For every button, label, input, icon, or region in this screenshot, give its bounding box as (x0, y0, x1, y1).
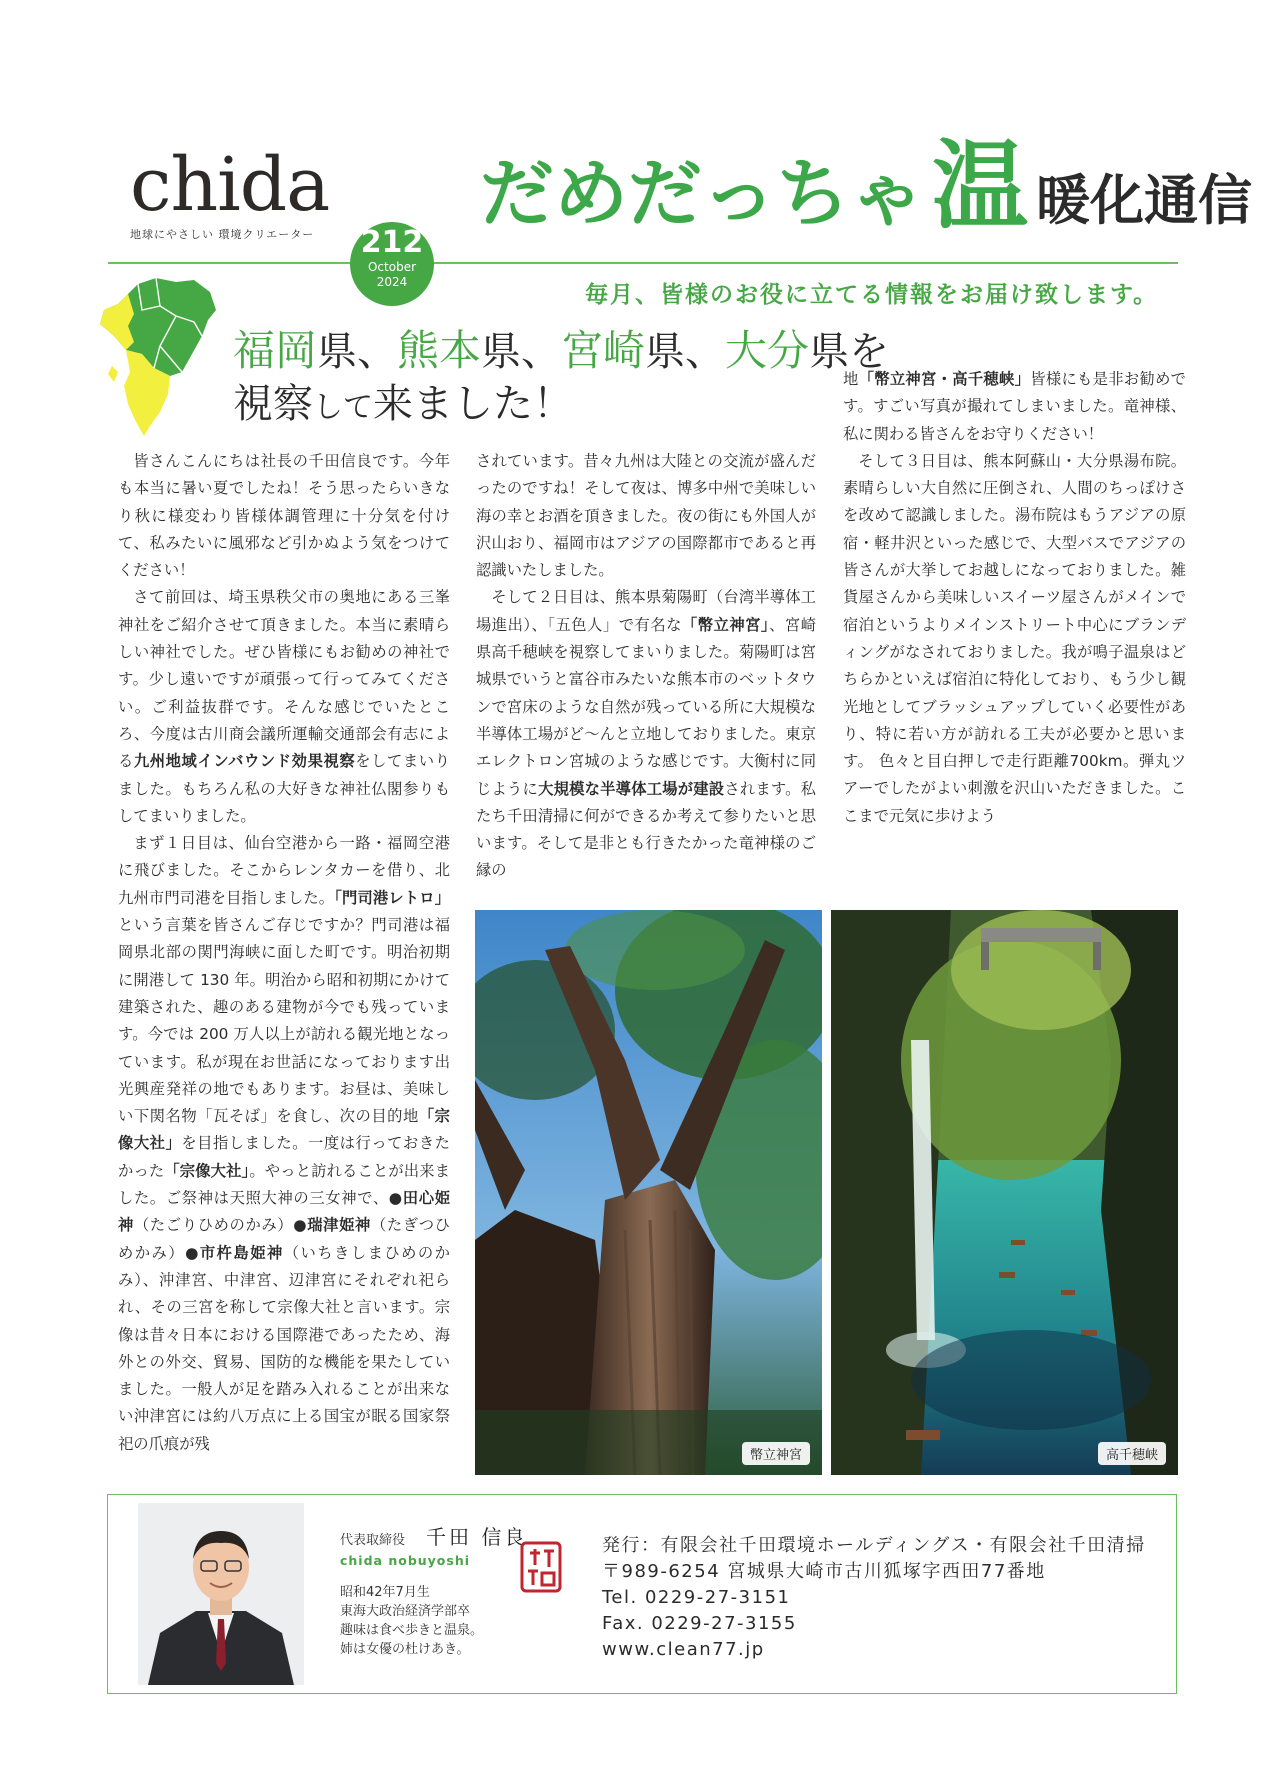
text-run: をしてまいりました。もちろん私の大好きな神社仏閣参りもしてまいりました。 (118, 752, 450, 825)
publisher-fax: Fax. 0229-27-3155 (602, 1613, 797, 1634)
company-logo: chida (130, 142, 330, 228)
headline-word: して (313, 390, 373, 425)
author-bio (340, 1583, 483, 1659)
headline-suffix: 県、 (645, 329, 726, 375)
newsletter-masthead (480, 129, 1252, 242)
headline-line2 (233, 378, 889, 434)
headline-fukuoka: 福岡 (233, 326, 318, 375)
seal-stamp-icon (520, 1541, 562, 1593)
headline-kumamoto: 熊本 (397, 326, 482, 375)
masthead-part2: 温 (932, 129, 1028, 242)
publisher-info (602, 1533, 1146, 1663)
header-divider (108, 262, 1178, 264)
gorge-waterfall-image (831, 910, 1178, 1475)
author-name-roman: chida nobuyoshi (340, 1553, 471, 1568)
bio-line: 姉は女優の杜けあき。 (340, 1642, 470, 1657)
masthead-part3: 暖化通信 (1036, 168, 1252, 232)
photo-heitate-shrine-trees (475, 910, 822, 1475)
text-run: 皆様にも是非お勧めです。すごい写真が撮れてしまいました。竜神様、私に関わる皆さんをお守りください！ (843, 370, 1186, 443)
article-paragraph (118, 830, 450, 1458)
issue-number: 212 (360, 225, 424, 260)
bold-phrase: 「門司港レトロ」 (334, 888, 450, 907)
text-run: を目指しました。一度は行っておきたかった (118, 1134, 450, 1180)
headline-suffix: 県を (809, 329, 890, 375)
bio-line: 趣味は食べ歩きと温泉。 (340, 1623, 484, 1638)
article-paragraph (843, 366, 1186, 448)
headline-suffix: 県、 (317, 329, 398, 375)
text-run: （いちきしまひめのかみ）、沖津宮、中津宮、辺津宮にそれぞれ祀られ、その三宮を称して宗像大社と言います。宗像は昔々日本における国際港であったため、海外との外交、貿易、国防的な機能を果たしていました。一般人が足を踏み入れることが出来ない沖津宮には約八万点に上る国宝が眠る国家祭祀の爪痕が残 (118, 1243, 450, 1453)
article-headline (233, 325, 889, 434)
text-run: されます。私たち千田清掃に何ができるか考えて参りたいと思います。そして是非とも行きたかった竜神様のご縁の (476, 779, 816, 880)
publisher-name: 発行：有限会社千田環境ホールディングス・有限会社千田清掃 (602, 1535, 1146, 1556)
bold-phrase: 「幣立神宮・高千穂峡」 (858, 370, 1031, 388)
article-paragraph: 皆さんこんにちは社長の千田信良です。今年も本当に暑い夏でしたね！そう思ったらいきなり秋に様変わり皆様体調管理に十分気を付けて、私みたいに風邪など引かぬよう気をつけてください！ (118, 452, 450, 580)
article-column-1 (118, 448, 450, 1458)
text-run: 地 (843, 370, 859, 388)
article-paragraph (476, 584, 816, 884)
bold-phrase: ●田心姫神 (118, 1189, 450, 1235)
bio-line: 昭和42年7月生 (340, 1585, 430, 1600)
text-run: （たぎつひめかみ） (118, 1216, 450, 1262)
person-portrait-image (138, 1503, 304, 1685)
text-run: 。やっと訪れることが出来ました。ご祭神は天照大神の三女神で、 (118, 1161, 450, 1208)
bold-phrase: 「幣立神宮」 (681, 615, 770, 634)
text-run: 、宮崎県高千穂峡を視察してまいりました。菊陽町は宮城県でいうと富谷市みたいな熊本市のベットタウンで宮床のような自然が残っている所に大規模な半導体工場がど〜んと立地しておりました。東京エレクトロン宮城のような感じです。大衡村に同じように (476, 615, 816, 798)
publisher-tel: Tel. 0229-27-3151 (602, 1587, 791, 1608)
photo-caption: 幣立神宮 (742, 1442, 810, 1465)
publisher-address: 〒989-6254 宮城県大崎市古川狐塚字西田77番地 (602, 1561, 1046, 1582)
logo-tagline: 地球にやさしい 環境クリエーター (130, 228, 315, 241)
headline-suffix: 県、 (481, 329, 562, 375)
author-portrait (138, 1503, 304, 1685)
headline-miyazaki: 宮崎 (561, 326, 646, 375)
bold-phrase: ●瑞津姫神 (293, 1216, 371, 1235)
text-run: そして２日目は、熊本県菊陽町（台湾半導体工場進出）、「五色人」で有名な (476, 588, 816, 634)
bio-line: 東海大政治経済学部卒 (340, 1604, 471, 1619)
issue-year: 2024 (376, 274, 408, 289)
issue-month: October (367, 260, 417, 274)
headline-word: 視察 (233, 381, 313, 427)
text-run: さて前回は、埼玉県秩父市の奥地にある三峯神社をご紹介させて頂きました。本当に素晴らしい神社でした。ぜひ皆様にもお勧めの神社です。少し遠いですが頑張って行ってみてください。ご利益抜群です。そんな感じでいたところ、今度は古川商会議所運輸交通部会有志による (118, 588, 450, 771)
author-name: 千田 信良 (426, 1525, 528, 1549)
bold-phrase: ●市杵島姫神 (185, 1243, 284, 1262)
article-column-3 (843, 366, 1186, 830)
cedar-tree-image (475, 910, 822, 1475)
article-column-2 (476, 448, 816, 885)
kyushu-map-icon (98, 276, 230, 440)
issue-badge (350, 222, 434, 306)
author-profile-box (107, 1494, 1177, 1694)
article-paragraph (118, 584, 450, 830)
article-paragraph: されています。昔々九州は大陸との交流が盛んだったのですね！そして夜は、博多中州で美味しい海の幸とお酒を頂きました。夜の街にも外国人が沢山おり、福岡市はアジアの国際都市であると再認識いたしました。 (476, 452, 816, 580)
newsletter-tagline: 毎月、皆様のお役に立てる情報をお届け致します。 (585, 282, 1159, 308)
headline-line1 (233, 325, 889, 378)
photo-caption: 高千穂峡 (1098, 1442, 1166, 1465)
bold-phrase: 九州地域インバウンド効果視察 (133, 752, 356, 771)
bold-phrase: 「宗像大社」 (118, 1107, 450, 1153)
text-run: （たごりひめのかみ） (133, 1216, 294, 1235)
text-run: という言葉を皆さんご存じですか？門司港は福岡県北部の関門海峡に面した町です。明治初期に開港して 130 年。明治から昭和初期にかけて建築された、趣のある建物が今でも残っています。今では 200 万人以上が訪れる観光地となっています。私が現在お世話になっております出光興産発祥の地でもあります。お昼は、美味しい下関名物「瓦そば」を食し、次の目的地 (118, 916, 450, 1126)
bold-phrase: 大規模な半導体工場が建設 (538, 779, 725, 798)
masthead-part1: だめだっちゃ (480, 151, 924, 237)
text-run: まず１日目は、仙台空港から一路・福岡空港に飛びました。そこからレンタカーを借り、北九州市門司港を目指しました。 (118, 834, 450, 907)
photo-takachiho-gorge (831, 910, 1178, 1475)
publisher-website-link[interactable]: www.clean77.jp (602, 1639, 765, 1660)
article-paragraph: そして３日目は、熊本阿蘇山・大分県湯布院。素晴らしい大自然に圧倒され、人間のちっぽけさを改めて認識しました。湯布院はもうアジアの原宿・軽井沢といった感じで、大型バスでアジアの皆さんが大挙してお越しになっておりました。雑貨屋さんから美味しいスイーツ屋さんがメインで宿泊というよりメインストリート中心にブランディングがなされておりました。我が鳴子温泉はどちらかといえば宿泊に特化しており、もう少し観光地としてブラッシュアップしていく必要性があり、特に若い方が訪れる工夫が必要かと思います。 色々と目白押しで走行距離700km。弾丸ツアーでしたがよい刺激を沢山いただきました。ここまで元気に歩けよう (843, 451, 1186, 825)
headline-word: 来ました！ (373, 381, 573, 427)
author-title: 代表取締役 (340, 1533, 406, 1548)
bold-phrase: 「宗像大社」 (164, 1161, 250, 1180)
headline-oita: 大分 (725, 326, 810, 375)
